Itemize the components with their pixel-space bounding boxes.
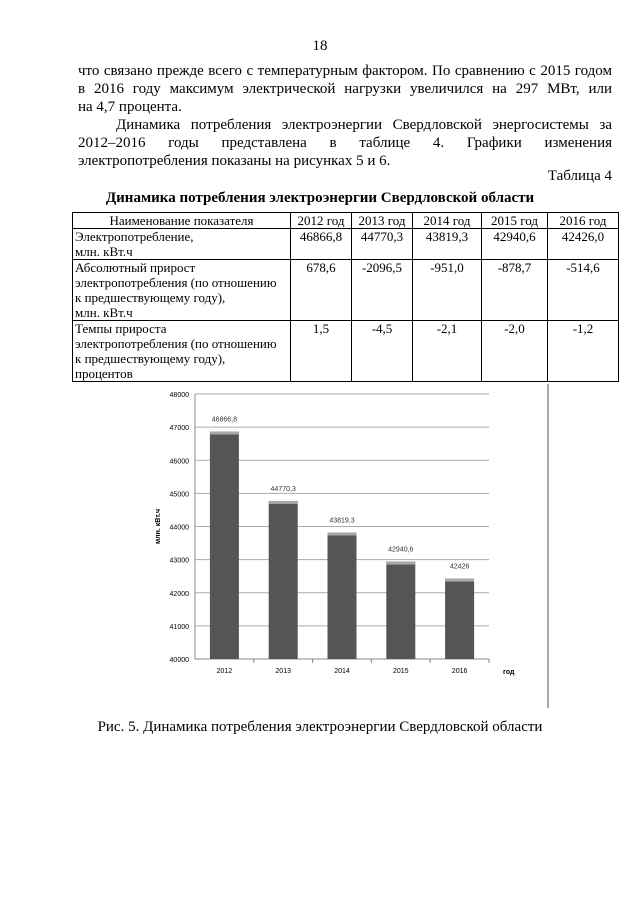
x-tick-label: 2014 — [334, 668, 350, 675]
paragraph-line: в 2016 году максимум электрической нагрузки увеличился на 297 МВт, или — [78, 81, 612, 97]
bar — [445, 579, 474, 659]
bar — [269, 501, 298, 659]
row-name-line: процентов — [75, 366, 133, 381]
value-cell: -878,7 — [482, 260, 548, 321]
header-cell: 2013 год — [352, 213, 413, 229]
value-cell: -4,5 — [352, 321, 413, 382]
value-cell: 42426,0 — [548, 229, 619, 260]
paragraph-line: электропотребления показаны на рисунках 5 и 6. — [78, 153, 391, 169]
y-tick-label: 46000 — [169, 458, 189, 466]
header-cell: 2014 год — [413, 213, 482, 229]
value-cell: -514,6 — [548, 260, 619, 321]
value-cell: 44770,3 — [352, 229, 413, 260]
y-tick-label: 47000 — [169, 425, 189, 433]
header-cell: 2015 год — [482, 213, 548, 229]
data-label: 42940,6 — [388, 546, 414, 554]
paragraph-line: Динамика потребления электроэнергии Свердловской энергосистемы за — [116, 117, 612, 133]
row-name-line: электропотребления (по отношению — [75, 336, 277, 351]
row-name-line: млн. кВт.ч — [75, 244, 133, 259]
value-cell: -2,1 — [413, 321, 482, 382]
row-name-line: к предшествующему году), — [75, 351, 226, 366]
data-label: 42426 — [449, 563, 470, 571]
y-tick-label: 42000 — [169, 590, 189, 598]
value-cell: -1,2 — [548, 321, 619, 382]
header-cell: 2016 год — [548, 213, 619, 229]
row-name-line: Абсолютный прирост — [75, 260, 196, 275]
y-tick-label: 45000 — [169, 491, 189, 499]
paragraph-line: 2012–2016 годы представлена в таблице 4. Графики изменения — [78, 135, 612, 151]
row-name-line: к предшествующему году), — [75, 290, 226, 305]
x-tick-label: 2016 — [451, 668, 468, 675]
bar-top — [386, 562, 415, 565]
figure-caption: Рис. 5. Динамика потребления электроэнергии Свердловской области — [97, 719, 543, 735]
value-cell: 678,6 — [291, 260, 352, 321]
bar — [210, 432, 239, 659]
paragraph-line: на 4,7 процента. — [78, 99, 182, 115]
bar — [328, 532, 357, 659]
y-tick-label: 48000 — [169, 392, 189, 399]
bar-top — [328, 532, 357, 535]
bar-top — [445, 579, 474, 582]
value-cell: 1,5 — [291, 321, 352, 382]
row-name-line: млн. кВт.ч — [75, 305, 133, 320]
row-name-line: Электропотребление, — [75, 229, 194, 244]
x-tick-label: 2012 — [216, 668, 233, 675]
value-cell: -2,0 — [482, 321, 548, 382]
table-title: Динамика потребления электроэнергии Свердловской области — [105, 190, 535, 206]
x-tick-label: 2015 — [393, 668, 409, 675]
header-cell: 2012 год — [291, 213, 352, 229]
paragraph-line: что связано прежде всего с температурным фактором. По сравнению с 2015 годом — [78, 63, 612, 79]
table-label: Таблица 4 — [547, 168, 612, 184]
value-cell: -2096,5 — [352, 260, 413, 321]
page-number: 18 — [312, 38, 328, 54]
bar-top — [269, 501, 298, 504]
data-label: 46866,8 — [211, 416, 238, 424]
value-cell: -951,0 — [413, 260, 482, 321]
y-tick-label: 40000 — [169, 657, 189, 664]
data-label: 44770,3 — [270, 485, 296, 493]
row-name-line: Темпы прироста — [75, 321, 167, 336]
y-axis-label: млн. кВт.ч — [155, 508, 162, 545]
value-cell: 46866,8 — [291, 229, 352, 260]
bar — [386, 562, 415, 659]
value-cell: 43819,3 — [413, 229, 482, 260]
bar-top — [210, 432, 239, 435]
x-tick-label: 2013 — [275, 668, 291, 675]
x-axis-label: год — [503, 669, 515, 676]
header-cell: Наименование показателя — [73, 213, 291, 229]
y-tick-label: 44000 — [169, 524, 189, 532]
y-tick-label: 41000 — [169, 623, 189, 631]
value-cell: 42940,6 — [482, 229, 548, 260]
row-name-line: электропотребления (по отношению — [75, 275, 277, 290]
data-label: 43819,3 — [329, 517, 355, 525]
y-tick-label: 43000 — [169, 557, 189, 565]
bars — [210, 432, 474, 659]
